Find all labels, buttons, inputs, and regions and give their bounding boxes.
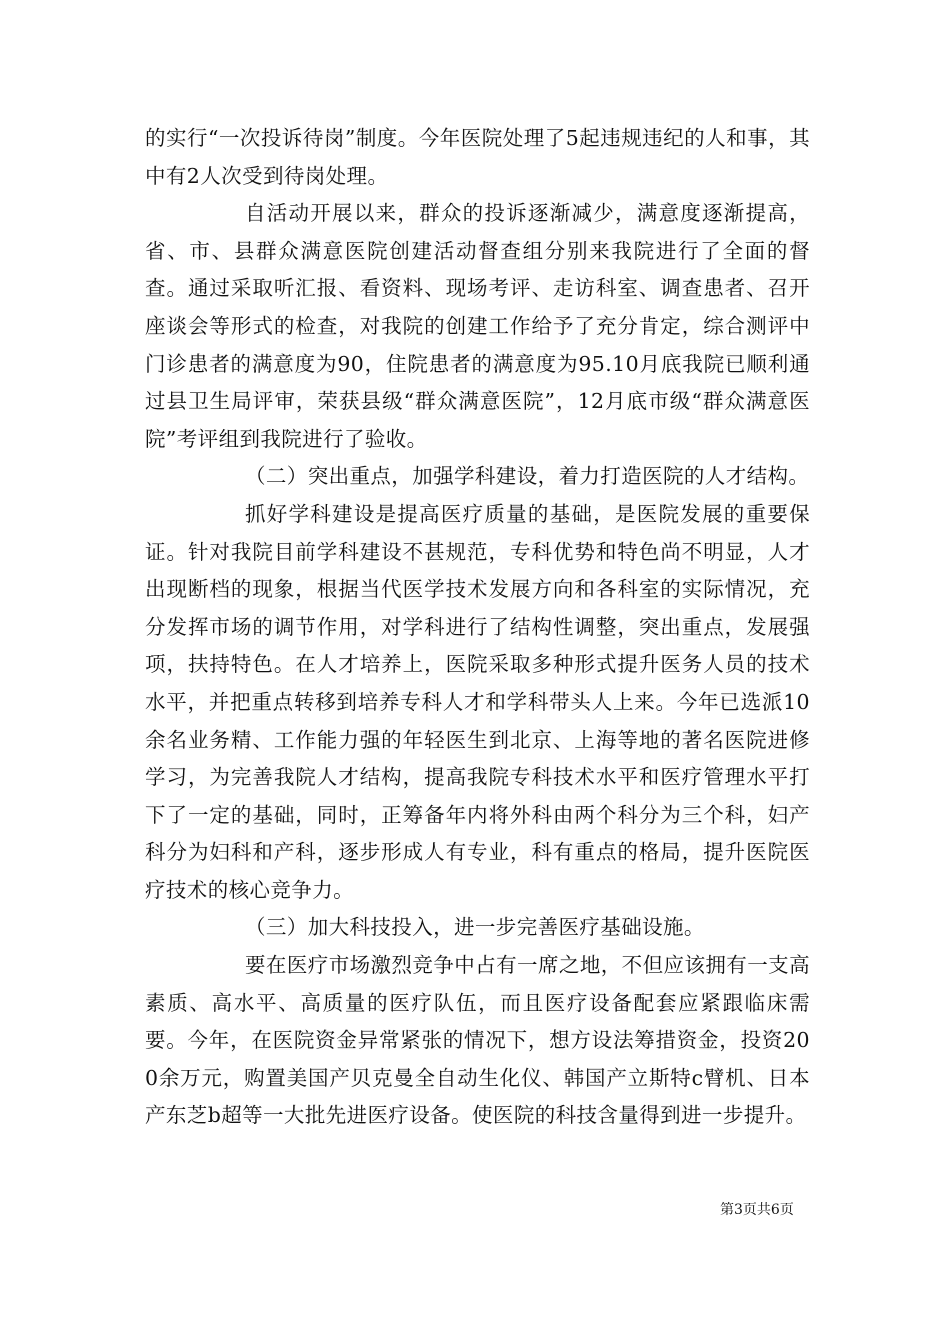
paragraph-complaint-policy: 的实行“一次投诉待岗”制度。今年医院处理了5起违规违纪的人和事，其中有2人次受到待岗处理。 <box>145 126 810 188</box>
document-body <box>145 120 810 1135</box>
paragraph-equipment-investment: 要在医疗市场激烈竞争中占有一席之地，不但应该拥有一支高素质、高水平、高质量的医疗队伍，而且医疗设备配套应紧跟临床需要。今年，在医院资金异常紧张的情况下，想方设法筹措资金，投资200余万元，购置美国产贝克曼全自动生化仪、韩国产立斯特c臂机、日本产东芝b超等一大批先进医疗设备。使医院的科技含量得到进一步提升。 <box>145 953 810 1128</box>
paragraph-satisfaction-review: 自活动开展以来，群众的投诉逐渐减少，满意度逐渐提高，省、市、县群众满意医院创建活动督查组分别来我院进行了全面的督查。通过采取听汇报、看资料、现场考评、走访科室、调查患者、召开座谈会等形式的检查，对我院的创建工作给予了充分肯定，综合测评中门诊患者的满意度为90，住院患者的满意度为95.10月底我院已顺利通过县卫生局评审，荣获县级“群众满意医院”，12月底市级“群众满意医院”考评组到我院进行了验收。 <box>145 201 810 451</box>
section-heading-tech-investment: （三）加大科技投入，进一步完善医疗基础设施。 <box>245 915 705 940</box>
section-heading-discipline: （二）突出重点，加强学科建设，着力打造医院的人才结构。 <box>245 464 810 489</box>
page-number-footer: 第3页共6页 <box>720 1202 794 1218</box>
paragraph-discipline-building: 抓好学科建设是提高医疗质量的基础，是医院发展的重要保证。针对我院目前学科建设不甚规范，专科优势和特色尚不明显，人才出现断档的现象，根据当代医学技术发展方向和各科室的实际情况，充分发挥市场的调节作用，对学科进行了结构性调整，突出重点，发展强项，扶持特色。在人才培养上，医院采取多种形式提升医务人员的技术水平，并把重点转移到培养专科人才和学科带头人上来。今年已选派10余名业务精、工作能力强的年轻医生到北京、上海等地的著名医院进修学习，为完善我院人才结构，提高我院专科技术水平和医疗管理水平打下了一定的基础，同时，正筹备年内将外科由两个科分为三个科，妇产科分为妇科和产科，逐步形成人有专业，科有重点的格局，提升医院医疗技术的核心竞争力。 <box>145 501 810 902</box>
